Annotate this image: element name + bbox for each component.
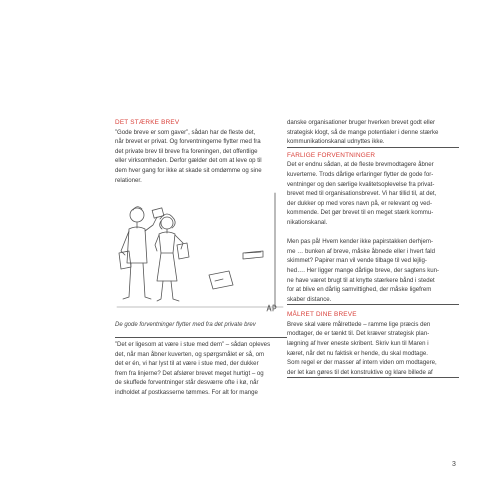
- left-column: [115, 118, 287, 185]
- text-line: relationer.: [115, 176, 142, 184]
- text-line: hed…. Her ligger mange dårlige breve, der sagtens kun-: [287, 266, 440, 274]
- section-heading-target-letters: MÅLRET DINE BREVE: [287, 311, 357, 319]
- text-line: brevet med til organisationsbrevet. Vi har tillid til, at det,: [287, 190, 437, 198]
- text-line: for at blive en dårlig samvittighed, der måske ligefrem: [287, 286, 432, 294]
- text-line: skaber distance.: [287, 295, 332, 303]
- text-line: ne have været brugt til at knytte stærkere bånd i stedet: [287, 276, 435, 284]
- text-line: me … bunken af breve, måske åbnede eller i hvert fald: [287, 247, 436, 255]
- text-line: danske organisationer bruger hverken brevet godt eller: [287, 119, 436, 126]
- text-line: Som regel er der masser af intern viden om modtagere,: [287, 359, 437, 367]
- page-number: 3: [452, 461, 456, 468]
- paragraph-paper-stack: [287, 237, 459, 304]
- left-bottom-block: [115, 337, 287, 398]
- text-line: det, når man åbner kuverten, og spørgsmålet er så, om: [115, 350, 265, 358]
- paragraph-intro: [287, 118, 459, 147]
- text-line: det er én, vi har lyst til at være i stue med, der dukker: [115, 360, 259, 368]
- text-line: indholdet af postkasserne tømmes. For alt for mange: [115, 388, 258, 396]
- spacer: [287, 228, 459, 238]
- text-line: strategisk klogt, så de mange potentialer i denne stærke: [287, 128, 439, 136]
- text-line: Breve skal være målrettede – ramme lige præcis den: [287, 320, 431, 328]
- section-divider: [287, 377, 459, 378]
- text-line: ”Gode breve er som gaver”, sådan har de fleste det,: [115, 128, 256, 136]
- text-line: dem hver gang for ikke at skade sit omdømme og sine: [115, 166, 262, 174]
- text-line: nikationskanal.: [287, 218, 328, 226]
- text-line: ventninger og den særlige kvalitetsoplevelse fra privat-: [287, 180, 435, 188]
- text-line: modtager, de er tænkt til. Det kræver strategisk plan-: [287, 330, 430, 338]
- text-line: kuverterne. Trods dårlige erfaringer flytter de gode for-: [287, 170, 434, 178]
- paragraph-dangerous-expectations: [287, 160, 459, 227]
- cartoon-illustration: [115, 185, 287, 320]
- illustration-caption: De gode forventninger flytter med fra det private brev: [115, 322, 256, 328]
- text-line: skimmet? Papirer man vil vende tilbage til ved lejlig-: [287, 257, 427, 265]
- text-line: de skuffede forventninger står desværre ofte i kø, når: [115, 379, 259, 387]
- right-column: [287, 118, 459, 378]
- text-line: eller virksomheden. Derfor gælder det om at leve op til: [115, 157, 262, 165]
- text-line: kommunikationskanal udnyttes ikke.: [287, 138, 385, 146]
- section-heading-dangerous-expectations: FARLIGE FORVENTNINGER: [287, 151, 376, 159]
- paragraph-strong-letter: [115, 128, 287, 186]
- text-line: der dukker op med vores navn på, er relevant og ved-: [287, 199, 432, 207]
- text-line: frem fra linjerne? Det afslører brevet meget hurtigt – og: [115, 369, 264, 377]
- text-line: der let kan gøres til det konstruktive og klare billede af: [287, 368, 433, 376]
- paragraph-in-room: [115, 340, 287, 398]
- text-line: kæret, når det nu faktisk er hende, du skal modtage.: [287, 349, 428, 357]
- text-line: kommende. Det gør brevet til en meget stærk kommu-: [287, 209, 434, 217]
- paragraph-target-letters: [287, 320, 459, 378]
- text-line: ”Det er ligesom at være i stue med dem” – sådan opleves: [115, 341, 271, 348]
- text-line: når brevet er privat. Og forventningerne flytter med fra: [115, 138, 261, 146]
- caption-divider: [115, 337, 287, 338]
- text-line: det private brev til breve fra foreningen, det offentlige: [115, 147, 258, 155]
- section-heading-strong-letter: DET STÆRKE BREV: [115, 119, 180, 126]
- text-line: lægning af hver eneste skribent. Skriv kun til Maren i: [287, 340, 429, 348]
- text-line: Men pas på! Hvem kender ikke papirstakken derhjem-: [287, 238, 433, 246]
- text-line: Det er endnu sådan, at de fleste brevmodtagere åbner: [287, 161, 434, 169]
